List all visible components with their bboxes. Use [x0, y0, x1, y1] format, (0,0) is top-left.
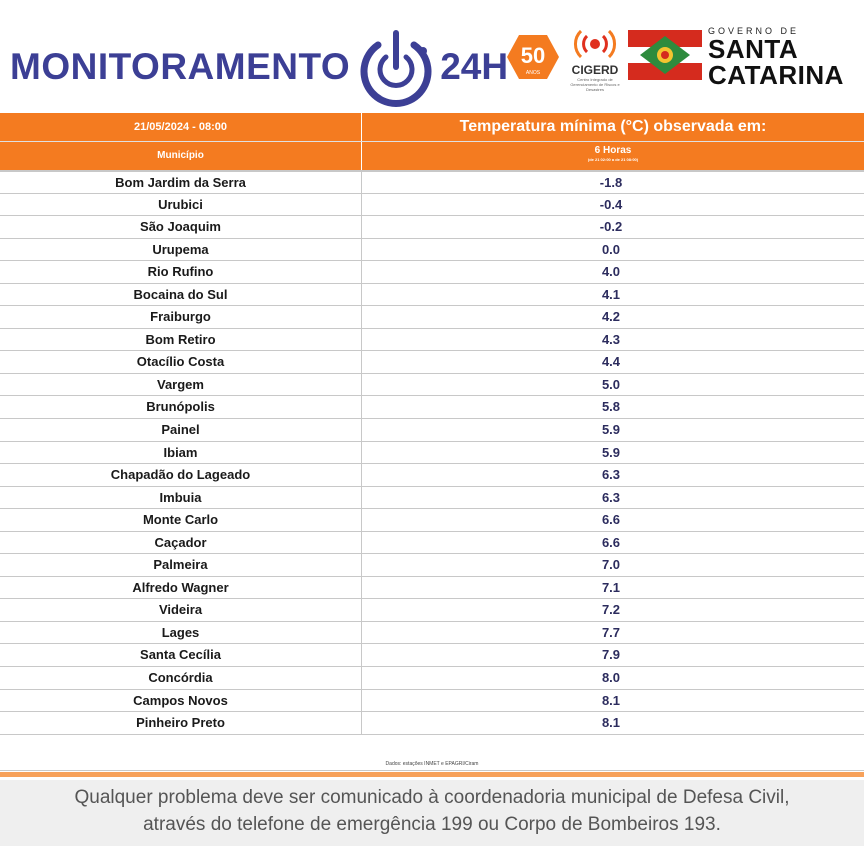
temperature-cell: 4.1: [601, 286, 621, 302]
datetime-label: 21/05/2024 - 08:00: [0, 113, 362, 141]
municipio-cell: Fraiburgo: [0, 306, 362, 328]
table-row: [0, 599, 864, 622]
municipio-cell: Campos Novos: [0, 690, 362, 712]
temperature-cell: 7.1: [601, 579, 621, 595]
municipio-cell: Alfredo Wagner: [0, 577, 362, 599]
table-row: [0, 351, 864, 374]
municipio-cell: São Joaquim: [0, 216, 362, 238]
temperature-cell: -0.2: [599, 219, 623, 235]
table-row: [0, 644, 864, 667]
temperature-cell: 7.7: [601, 624, 621, 640]
50-anos-logo: [505, 33, 561, 81]
table-row: [0, 284, 864, 307]
temperature-cell: -0.4: [599, 196, 623, 212]
municipio-cell: Otacílio Costa: [0, 351, 362, 373]
table-row: [0, 374, 864, 397]
table-row: [0, 171, 864, 194]
period-label: 6 Horas: [594, 145, 632, 156]
table-row: [0, 419, 864, 442]
table-row: [0, 329, 864, 352]
temperature-cell: 7.0: [601, 557, 621, 573]
table-row: [0, 577, 864, 600]
table-row: [0, 396, 864, 419]
table-row: [0, 622, 864, 645]
table-row: [0, 712, 864, 735]
50-anos-badge-icon: [505, 33, 561, 81]
temperature-cell: 8.1: [601, 715, 621, 731]
footer-line-2: através do telefone de emergência 199 ou Corpo de Bombeiros 193.: [143, 814, 721, 835]
footer-line-1: Qualquer problema deve ser comunicado à coordenadoria municipal de Defesa Civil,: [74, 787, 790, 808]
table-row: [0, 464, 864, 487]
temperature-cell: 4.3: [601, 331, 621, 347]
table-title: Temperatura mínima (°C) observada em:: [459, 118, 767, 135]
municipio-cell: Painel: [0, 419, 362, 441]
page-header: [0, 0, 864, 113]
cigerd-signal-icon: [566, 28, 624, 58]
municipio-cell: Santa Cecília: [0, 644, 362, 666]
santa-catarina-flag-icon: [628, 30, 702, 80]
table-row: [0, 532, 864, 555]
temperature-table: [0, 113, 864, 735]
brand-title: MONITORAMENTO: [10, 46, 351, 87]
temperature-cell: 5.0: [601, 376, 621, 392]
logo-50-number: 50: [520, 43, 546, 68]
temperature-cell: 5.9: [601, 444, 621, 460]
municipio-cell: Palmeira: [0, 554, 362, 576]
municipio-cell: Pinheiro Preto: [0, 712, 362, 734]
municipio-cell: Bocaina do Sul: [0, 284, 362, 306]
temperature-cell: 8.1: [601, 692, 621, 708]
data-source-note: Dados: estações INMET e EPAGRI/Ciram: [0, 758, 864, 771]
table-row: [0, 239, 864, 262]
table-row: [0, 442, 864, 465]
period-sublabel: (de 21 02:00 a de 21 08:00): [587, 157, 639, 162]
municipio-cell: Rio Rufino: [0, 261, 362, 283]
temperature-cell: 5.9: [601, 422, 621, 438]
temperature-cell: 4.4: [601, 354, 621, 370]
municipio-cell: Urupema: [0, 239, 362, 261]
municipio-cell: Monte Carlo: [0, 509, 362, 531]
municipio-cell: Videira: [0, 599, 362, 621]
temperature-cell: -1.8: [599, 175, 623, 190]
municipio-cell: Imbuia: [0, 487, 362, 509]
table-row: [0, 261, 864, 284]
temperature-cell: 7.2: [601, 602, 621, 618]
temperature-cell: 4.0: [601, 264, 621, 280]
column-header-municipio: Município: [0, 142, 362, 170]
municipio-cell: Bom Retiro: [0, 329, 362, 351]
temperature-cell: 6.3: [601, 467, 621, 483]
table-row: [0, 667, 864, 690]
municipio-cell: Chapadão do Lageado: [0, 464, 362, 486]
table-row: [0, 194, 864, 217]
table-header-row-1: [0, 113, 864, 142]
table-row: [0, 554, 864, 577]
table-row: [0, 690, 864, 713]
municipio-cell: Ibiam: [0, 442, 362, 464]
municipio-cell: Vargem: [0, 374, 362, 396]
table-row: [0, 216, 864, 239]
governo-sc-logo: [708, 26, 844, 88]
temperature-cell: 0.0: [601, 241, 621, 257]
brand-24h: 24H: [440, 46, 509, 87]
temperature-cell: 6.3: [601, 489, 621, 505]
logo-50-sub: ANOS: [525, 70, 541, 76]
column-header-period: [362, 142, 864, 170]
temperature-cell: 5.8: [601, 399, 621, 415]
table-row: [0, 487, 864, 510]
gov-line2: CATARINA: [708, 60, 844, 90]
temperature-cell: 8.0: [601, 670, 621, 686]
temperature-cell: 6.6: [601, 512, 621, 528]
table-body: [0, 170, 864, 735]
municipio-cell: Bom Jardim da Serra: [0, 172, 362, 193]
municipio-cell: Caçador: [0, 532, 362, 554]
temperature-cell: 4.2: [601, 309, 621, 325]
municipio-cell: Urubici: [0, 194, 362, 216]
table-row: [0, 306, 864, 329]
table-header-row-2: [0, 142, 864, 170]
footer-notice: [0, 780, 864, 846]
table-row: [0, 509, 864, 532]
monitoramento-logo: [10, 27, 508, 107]
municipio-cell: Lages: [0, 622, 362, 644]
cigerd-label: CIGERD: [571, 63, 619, 77]
power-signal-icon: [356, 27, 436, 107]
cigerd-logo: [566, 28, 624, 92]
municipio-cell: Concórdia: [0, 667, 362, 689]
gov-small-text: GOVERNO DE: [708, 26, 800, 36]
temperature-cell: 7.9: [601, 647, 621, 663]
orange-divider: [0, 772, 864, 777]
gov-line1: SANTA: [708, 34, 799, 64]
temperature-cell: 6.6: [601, 534, 621, 550]
cigerd-sublabel: Centro Integrado de Gerenciamento de Riscos e Desastres: [570, 77, 620, 92]
municipio-cell: Brunópolis: [0, 396, 362, 418]
